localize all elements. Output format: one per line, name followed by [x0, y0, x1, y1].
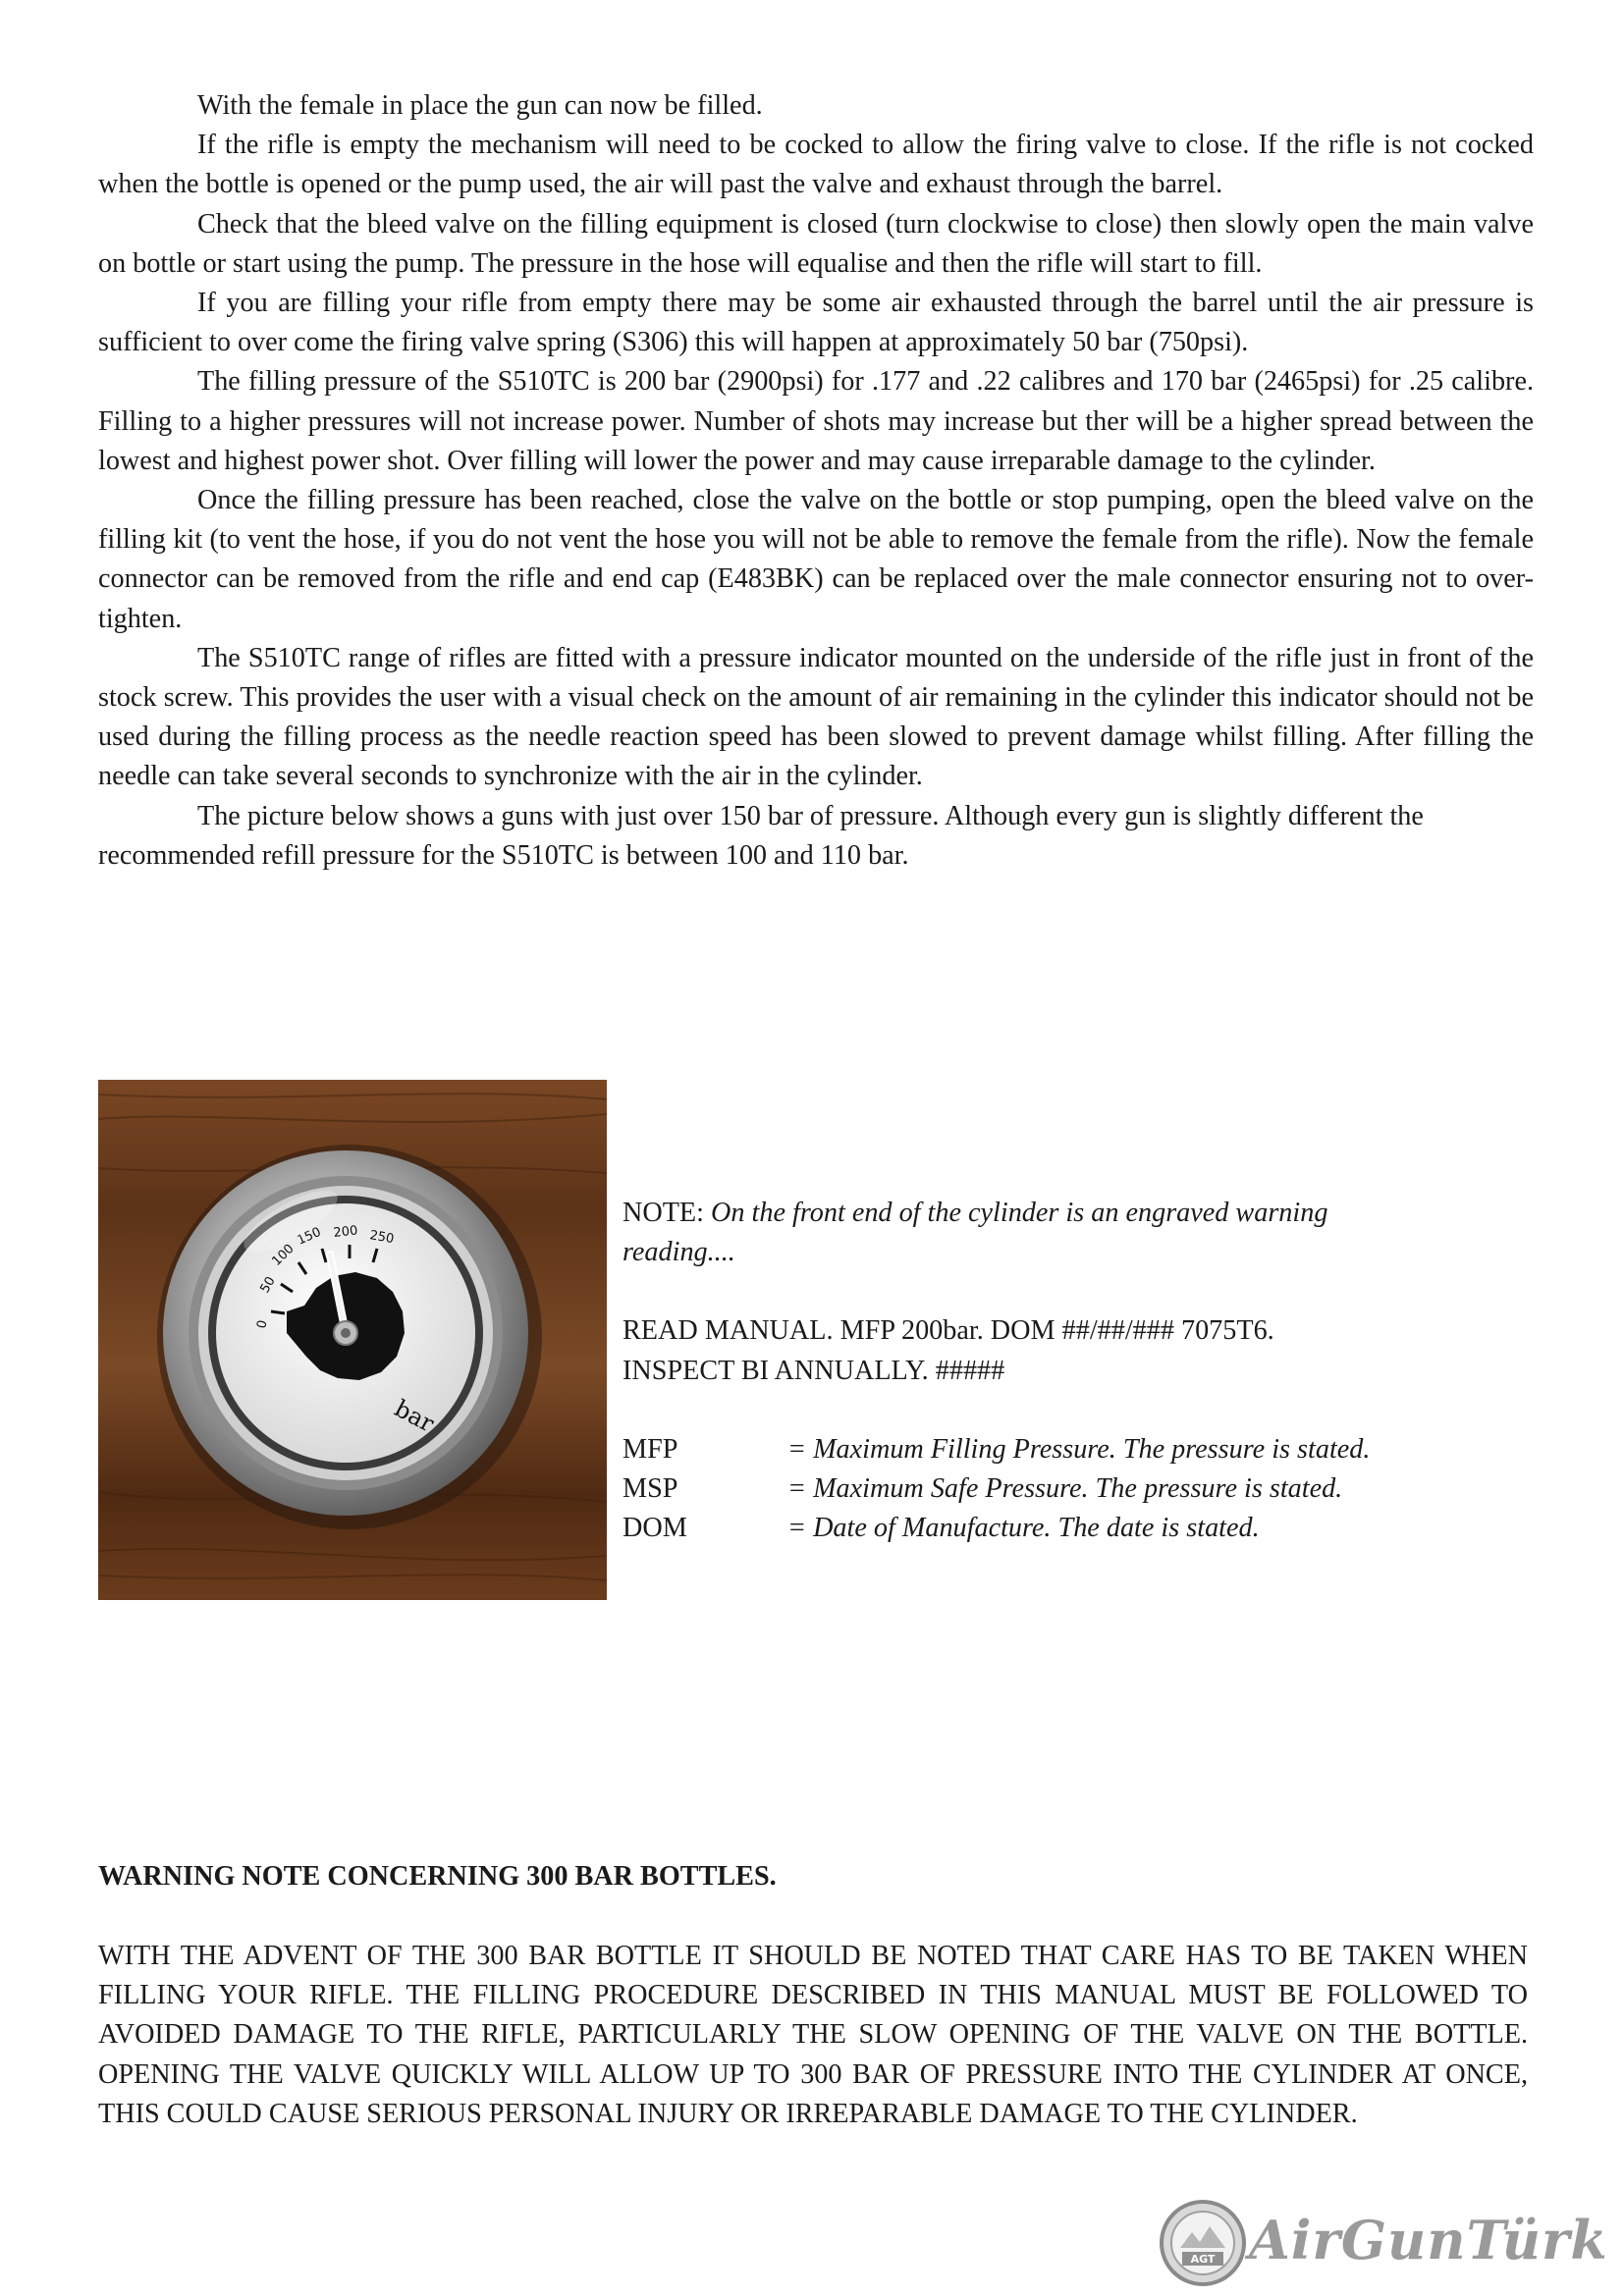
definition-meaning: = Maximum Safe Pressure. The pressure is stated.: [787, 1473, 1343, 1505]
agt-badge-icon: [1159, 2199, 1247, 2287]
gauge-unit-label: bar: [390, 1394, 439, 1438]
definition-abbr: DOM: [623, 1513, 687, 1544]
engraving-text-line-2: INSPECT BI ANNUALLY. #####: [623, 1355, 1005, 1386]
warning-text: WITH THE ADVENT OF THE 300 BAR BOTTLE IT SHOULD BE NOTED THAT CARE HAS TO BE TAKEN WHEN FILLING YOUR RIFLE. THE FILLING PROCEDURE DESCRIBED IN THIS MANUAL MUST BE FOLLOWED TO AVOIDED DAMAGE TO THE RIFLE, PARTICULARLY THE SLOW OPENING OF THE VALVE ON THE BOTTLE. OPENING THE VALVE QUICKLY WILL ALLOW UP TO 300 BAR OF PRESSURE INTO THE CYLINDER AT ONCE, THIS COULD CAUSE SERIOUS PERSONAL INJURY OR IRREPARABLE DAMAGE TO THE CYLINDER.: [98, 1941, 1528, 2129]
paragraph-remove-female: Once the filling pressure has been reached, close the valve on the bottle or stop pumping, open the bleed valve on the filling kit (to vent the hose, if you do not vent the hose you will not be able to remove the female from the rifle). Now the female connector can be removed from the rifle and end cap (E483BK) can be replaced over the male connector ensuring not to over-tighten.: [98, 485, 1534, 634]
note-text-line-2: reading....: [623, 1237, 735, 1268]
agt-badge-text: AGT: [1190, 2253, 1216, 2266]
engraving-text-line-1: READ MANUAL. MFP 200bar. DOM ##/##/### 7075T6.: [623, 1315, 1274, 1347]
definition-row-dom: [623, 1509, 1506, 1548]
definition-meaning: = Maximum Filling Pressure. The pressure is stated.: [787, 1433, 1371, 1465]
warning-heading: WARNING NOTE CONCERNING 300 BAR BOTTLES.: [98, 1861, 777, 1892]
airgunturk-logo: [1155, 2195, 1608, 2293]
definition-row-mfp: [623, 1430, 1506, 1469]
engraving-note: [623, 1194, 1506, 1548]
brand-wordmark: AirGunTürk: [1249, 2209, 1608, 2271]
paragraph-filling-pressure: The filling pressure of the S510TC is 200 bar (2900psi) for .177 and .22 calibres and 170 bar (2465psi) for .25 calibre. Filling to a higher pressures will not increase power. Number of shots may increase but ther will be a higher spread between the lowest and highest power shot. Over filling will lower the power and may cause irreparable damage to the cylinder.: [98, 366, 1534, 476]
gauge-label-200: 200: [332, 1223, 359, 1241]
pressure-gauge-photo: [98, 1080, 607, 1600]
paragraph-bleed-valve: Check that the bleed valve on the filling equipment is closed (turn clockwise to close) then slowly open the main valve on bottle or start using the pump. The pressure in the hose will equalise and then the rifle will start to fill.: [98, 208, 1534, 279]
paragraph-pressure-indicator: The S510TC range of rifles are fitted with a pressure indicator mounted on the underside of the rifle just in front of the stock screw. This provides the user with a visual check on the amount of air remaining in the cylinder this indicator should not be used during the filling process as the needle reaction speed has been slowed to prevent damage whilst filling. After filling the needle can take several seconds to synchronize with the air in the cylinder.: [98, 642, 1534, 792]
paragraph-picture-below: The picture below shows a guns with just over 150 bar of pressure. Although every gun is slightly different the recommended refill pressure for the S510TC is between 100 and 110 bar.: [98, 800, 1424, 871]
gauge-label-50: 50: [257, 1274, 279, 1296]
note-text-line-1: On the front end of the cylinder is an engraved warning: [711, 1198, 1328, 1228]
definition-abbr: MFP: [623, 1433, 678, 1465]
paragraph-female-in-place: With the female in place the gun can now be filled.: [197, 90, 763, 121]
gauge-label-0: 0: [254, 1318, 271, 1330]
definition-meaning: = Date of Manufacture. The date is stated.: [787, 1513, 1260, 1544]
gauge-label-250: 250: [368, 1228, 396, 1248]
note-label: NOTE:: [623, 1198, 704, 1228]
filling-instructions: [98, 86, 1534, 876]
paragraph-cock-mechanism: If the rifle is empty the mechanism will need to be cocked to allow the firing valve to close. If the rifle is not cocked when the bottle is opened or the pump used, the air will past the valve and exhaust through the barrel.: [98, 130, 1534, 200]
definition-abbr: MSP: [623, 1473, 678, 1505]
gauge-label-100: 100: [269, 1241, 298, 1269]
gauge-label-150: 150: [295, 1224, 324, 1249]
paragraph-filling-from-empty: If you are filling your rifle from empty there may be some air exhausted through the barrel until the air pressure is sufficient to over come the firing valve spring (S306) this will happen at approximately 50 bar (750psi).: [98, 288, 1534, 358]
definition-row-msp: [623, 1469, 1506, 1509]
